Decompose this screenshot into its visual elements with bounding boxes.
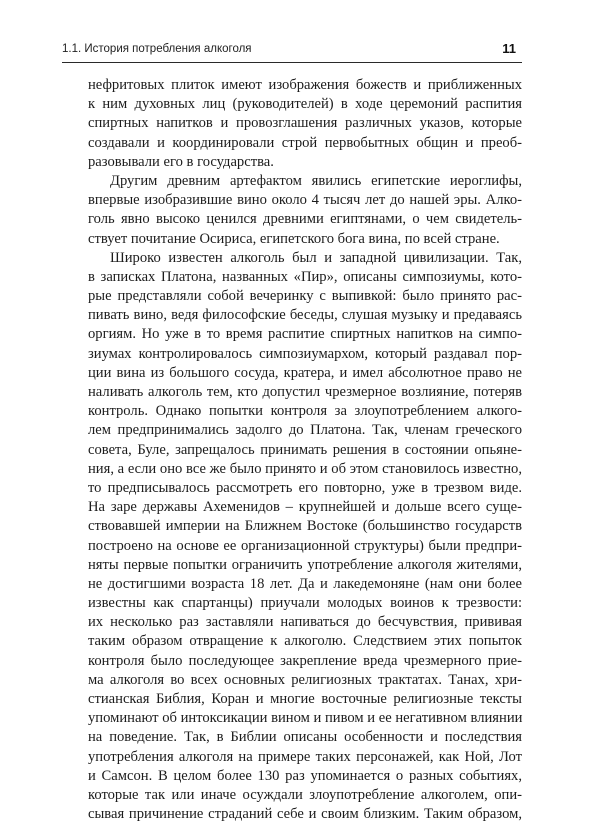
text-line: построено на основе ее организационной структуры) были предпри- [88, 537, 522, 554]
text-line: на поведение. Так, в Библии описаны особенности и последствия [88, 729, 522, 746]
text-line: рые представляли собой вечеринку с выпивкой: было принято рас- [88, 288, 522, 305]
page-number: 11 [502, 41, 516, 56]
text-line: Другим древним артефактом явились египетские иероглифы, [110, 172, 522, 189]
text-line: и Самсон. В целом более 130 раз упоминается о разных событиях, [88, 767, 522, 784]
body-text [88, 76, 522, 824]
page-header [62, 40, 522, 63]
text-line: таким образом отвращение к алкоголю. Следствием этих попыток [88, 633, 522, 650]
paragraph [88, 172, 522, 249]
text-line: ствовавшей империи на Ближнем Востоке (большинство государств [88, 518, 522, 535]
text-line: зиумах контролировалось симпозиумархом, который раздавал пор- [88, 345, 522, 362]
text-line: спиртных напитков и провозглашения различных указов, которые [88, 115, 522, 132]
text-line: лем предпринимались задолго до Платона. Так, членам греческого [88, 422, 522, 439]
text-line: к ним духовных лиц (руководителей) в ходе церемоний распития [88, 96, 522, 113]
text-line: ния, а если оно все же было принято и об этом становилось известно, [88, 460, 522, 477]
text-line: сывая причинение страданий себе и своим близким. Таким образом, [88, 806, 522, 823]
text-line: которые так или иначе осуждали злоупотребление алкоголем, опи- [88, 786, 522, 803]
text-line: ции вина из большого сосуда, кратера, и имел абсолютное право не [88, 364, 522, 381]
text-line: то предписывалось рассмотреть его повторно, уже в трезвом виде. [88, 479, 522, 496]
text-line: упоминают об интоксикации вином и пивом и ее негативном влиянии [88, 710, 523, 727]
running-head: 1.1. История потребления алкоголя [62, 43, 252, 55]
paragraph [88, 76, 522, 172]
text-line: употребления алкоголя на примере таких персонажей, как Ной, Лот [88, 748, 522, 765]
text-line: впервые изобразившие вино около 4 тысяч лет до нашей эры. Алко- [88, 192, 522, 209]
text-line: На заре державы Ахеменидов – крупнейшей и дольше всего суще- [88, 499, 522, 516]
text-line: создавали и координировали строй первобытных общин и преоб- [88, 134, 522, 151]
text-line: не достигшими возраста 18 лет. Да и лакедемоняне (нам они более [88, 575, 522, 592]
text-line: нефритовых плиток имеют изображения божеств и приближенных [88, 77, 522, 93]
text-line: контроля было последующее закрепление вреда чрезмерного прие- [88, 652, 522, 669]
paragraph [88, 249, 522, 824]
text-line: голь явно высоко ценился древними египтянами, о чем свидетель- [88, 211, 522, 228]
text-line: ма алкоголя во всех основных религиозных трактатах. Танах, хри- [88, 671, 522, 688]
text-line: Широко известен алкоголь был и западной цивилизации. Так, [110, 249, 522, 266]
text-line: известны как спартанцы) приучали молодых воинов к трезвости: [88, 595, 522, 612]
text-line: совета, Буле, запрещалось принимать решения в состоянии опьяне- [88, 441, 522, 458]
text-line: оргиям. Но уже в то время распитие спиртных напитков на симпо- [88, 326, 522, 343]
text-line: пивать вино, ведя философские беседы, слушая музыку и предаваясь [88, 307, 522, 324]
text-line: стианская Библия, Коран и многие восточные религиозные тексты [88, 691, 522, 707]
text-line: в записках Платона, названных «Пир», описаны симпозиумы, кото- [88, 268, 522, 285]
text-line: наливать алкоголь тем, кто допустил чрезмерное возлияние, потеряв [88, 384, 522, 400]
text-line: разовывали его в государства. [88, 153, 274, 170]
text-line: ствует почитание Осириса, египетского бога вина, по всей стране. [88, 230, 500, 247]
text-line: их несколько раз заставляли напиваться до бесчувствия, прививая [88, 614, 522, 631]
text-line: няты первые попытки ограничить употребление алкоголя жителями, [88, 556, 522, 573]
text-line: контроль. Однако попытки контроля за злоупотреблением алкого- [88, 403, 522, 420]
